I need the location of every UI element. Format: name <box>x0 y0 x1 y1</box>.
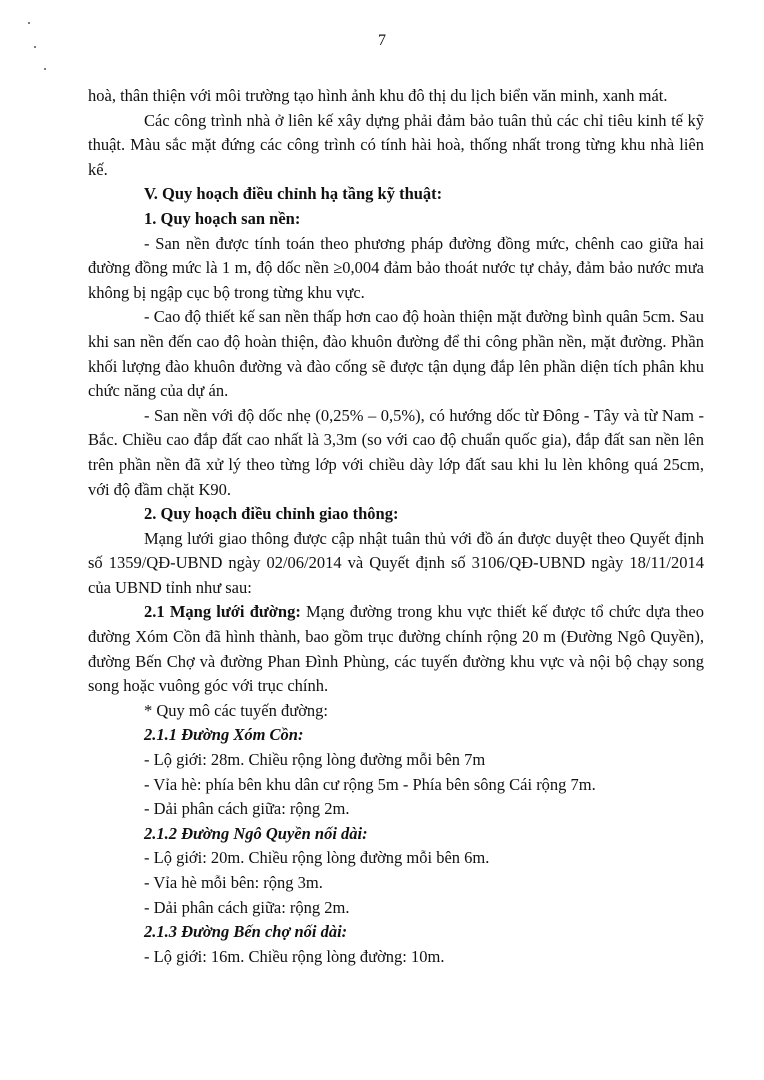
paragraph: - Cao độ thiết kế san nền thấp hơn cao độ hoàn thiện mặt đường bình quân 5cm. Sau khi san nền đến cao độ hoàn thiện, đào khuôn đường để thi công phần nền, mặt đường. Phần khối lượng đào khuôn đường và đào cống sẽ được tận dụng đắp lên phần diện tích phân khu chức năng của dự án. <box>88 307 704 401</box>
scan-speck <box>44 68 46 70</box>
scan-speck <box>28 22 30 24</box>
paragraph: Mạng lưới giao thông được cập nhật tuân thủ với đồ án được duyệt theo Quyết định số 1359/QĐ-UBND ngày 02/06/2014 và Quyết định số 3106/QĐ-UBND ngày 18/11/2014 của UBND tỉnh như sau: <box>88 528 704 597</box>
list-item: - Dải phân cách giữa: rộng 2m. <box>144 897 350 917</box>
paragraph: Các công trình nhà ở liên kế xây dựng phải đảm bảo tuân thủ các chỉ tiêu kinh tế kỹ thuật. Màu sắc mặt đứng các công trình có tính hài hoà, thống nhất trong từng khu nhà liên kế. <box>88 110 704 179</box>
paragraph: hoà, thân thiện với môi trường tạo hình ảnh khu đô thị du lịch biển văn minh, xanh mát. <box>88 86 668 105</box>
list-item: - Lộ giới: 16m. Chiều rộng lòng đường: 10m. <box>144 946 445 966</box>
italic-heading: 2.1.3 Đường Bến chợ nối dài: <box>144 922 348 942</box>
page-number: 7 <box>378 32 386 49</box>
paragraph: - San nền với độ dốc nhẹ (0,25% – 0,5%), có hướng dốc từ Đông - Tây và từ Nam - Bắc. Chiều cao đắp đất cao nhất là 3,3m (so với cao độ chuẩn quốc gia), đắp đất san nền lên trên phần nền đã xử lý theo từng lớp với chiều dày lớp đất sau khi lu lèn không quá 25cm, với độ đầm chặt K90. <box>88 405 704 499</box>
list-item: - Lộ giới: 28m. Chiều rộng lòng đường mỗi bên 7m <box>144 750 486 770</box>
list-item: - Vỉa hè: phía bên khu dân cư rộng 5m - Phía bên sông Cái rộng 7m. <box>144 774 596 794</box>
italic-heading: 2.1.1 Đường Xóm Cồn: <box>144 725 304 745</box>
inline-text: Mạng đường trong khu vực thiết kế được tổ chức dựa theo đường Xóm Cồn đã hình thành, bao gồm trục đường chính rộng 20 m (Đường Ngô Quyền), đường Bến Chợ và đường Phan Đình Phùng, các tuyến đường khu vực và nội bộ chạy song song hoặc vuông góc với trục chính. <box>88 602 705 696</box>
paragraph: * Quy mô các tuyến đường: <box>144 700 329 720</box>
inline-heading: 2.1 Mạng lưới đường: <box>144 602 301 622</box>
section-heading: V. Quy hoạch điều chỉnh hạ tầng kỹ thuật: <box>144 184 443 204</box>
italic-heading: 2.1.2 Đường Ngô Quyền nối dài: <box>144 823 368 843</box>
paragraph <box>88 600 704 698</box>
list-item: - Lộ giới: 20m. Chiều rộng lòng đường mỗi bên 6m. <box>144 848 490 868</box>
list-item: - Dải phân cách giữa: rộng 2m. <box>144 799 350 819</box>
list-item: - Vỉa hè mỗi bên: rộng 3m. <box>144 873 323 892</box>
subsection-heading: 1. Quy hoạch san nền: <box>144 208 301 228</box>
subsection-heading: 2. Quy hoạch điều chỉnh giao thông: <box>144 504 399 524</box>
paragraph: - San nền được tính toán theo phương pháp đường đồng mức, chênh cao giữa hai đường đồng mức là 1 m, độ dốc nền ≥0,004 đảm bảo thoát nước tự chảy, đảm bảo nước mưa không bị ngập cục bộ trong từng khu vực. <box>88 233 704 302</box>
document-body <box>88 84 704 969</box>
